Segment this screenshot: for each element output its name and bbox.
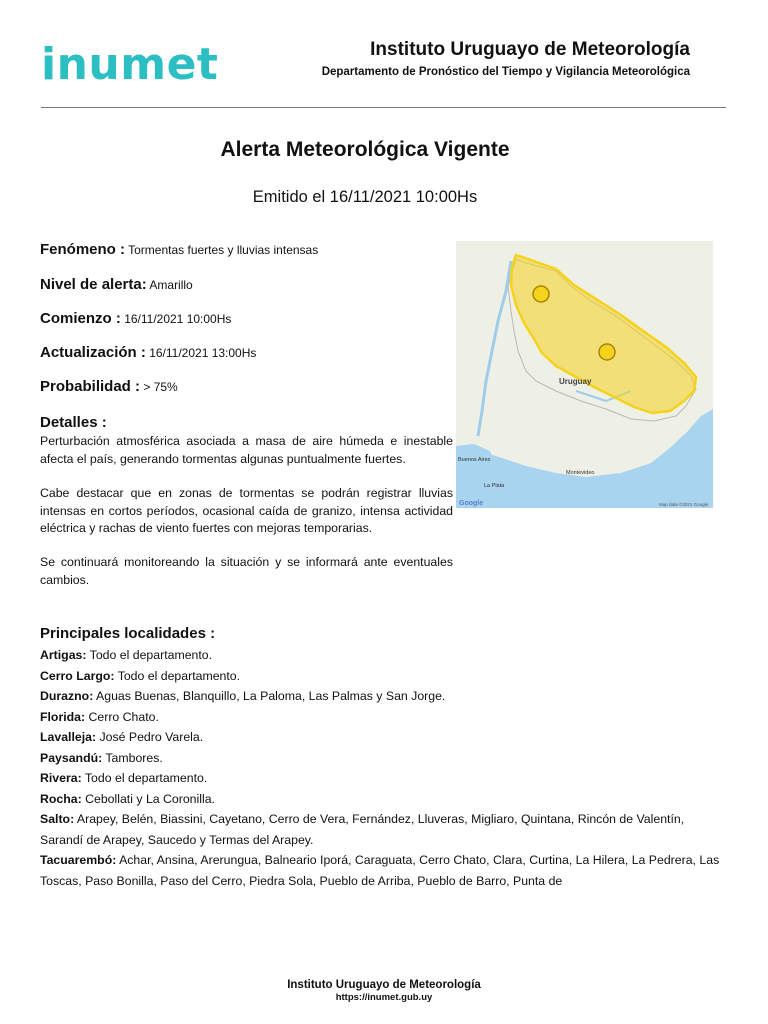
department-name: Paysandú: [40,750,103,765]
alert-level-label: Nivel de alerta: [40,276,147,293]
institute-title: Instituto Uruguayo de Meteorología [370,39,690,60]
list-item [40,748,730,769]
issued-date: Emitido el 16/11/2021 10:00Hs [252,188,478,206]
storm-warning-icon[interactable] [599,344,615,360]
alert-level-value: Amarillo [149,278,193,292]
list-item [40,850,730,891]
list-item [40,645,730,666]
update-label: Actualización : [40,344,146,361]
map-city-la-plata: La Plata [484,483,505,489]
department-name: Rivera: [40,771,82,785]
map-city-buenos-aires: Buenos Aires [458,457,491,463]
google-logo: Google [459,500,484,507]
map-attribution: Map data ©2021 Google [659,502,709,507]
probability-label: Probabilidad : [40,378,141,395]
start-field [40,310,231,328]
department-name: Salto: [40,812,75,826]
start-label: Comienzo : [40,310,121,327]
department-name: Artigas: [40,648,87,662]
department-name: Durazno: [40,689,94,703]
inumet-logo: inumet [41,39,219,90]
probability-field [40,378,178,396]
localities-text: Aguas Buenas, Blanquillo, La Paloma, Las Palmas y San Jorge. [96,689,446,703]
details-paragraph-3: Se continuará monitoreando la situación y se informará ante eventuales cambios. [40,555,453,587]
probability-value: > 75% [143,380,178,394]
details-title: Detalles : [40,414,107,431]
department-name: Lavalleja: [40,730,97,744]
footer-institute: Instituto Uruguayo de Meteorología [287,979,481,991]
localities-list [40,645,730,891]
localities-text: José Pedro Varela. [99,730,204,744]
header-divider [41,107,726,108]
list-item [40,809,730,850]
alert-map[interactable] [456,241,713,508]
department-name: Cerro Largo: [40,668,115,683]
list-item [40,768,730,789]
localities-text: Arapey, Belén, Biassini, Cayetano, Cerro de Vera, Fernández, Lluveras, Migliaro, Quintana, Rincón de Valentín, Sarandí de Arapey, Saucedo y Termas del Arapey. [40,812,685,847]
details-paragraph-1: Perturbación atmosférica asociada a masa de aire húmeda e inestable afecta el país, generando tormentas algunas puntualmente fuertes. [40,434,453,466]
department-name: Rocha: [40,791,82,806]
localities-title: Principales localidades : [40,625,216,642]
alert-level-field [40,276,193,294]
localities-text: Todo el departamento. [117,668,241,683]
department-name: Florida: [40,709,86,724]
localities-text: Tambores. [105,750,163,765]
update-value: 16/11/2021 13:00Hs [149,346,257,360]
phenomenon-label: Fenómeno : [40,241,125,258]
storm-warning-icon[interactable] [533,286,549,302]
start-value: 16/11/2021 10:00Hs [124,312,232,326]
list-item [40,707,730,728]
department-name: Tacuarembó: [40,853,117,867]
localities-text: Cebollati y La Coronilla. [85,791,215,806]
list-item [40,727,730,748]
map-country-label: Uruguay [559,377,592,386]
localities-text: Todo el departamento. [89,648,213,662]
localities-text: Todo el departamento. [84,771,208,785]
list-item [40,666,730,687]
phenomenon-value: Tormentas fuertes y lluvias intensas [128,243,319,257]
details-paragraph-2: Cabe destacar que en zonas de tormentas se podrán registrar lluvias intensas en cortos períodos, ocasional caída de granizo, intensa actividad eléctrica y rachas de viento fuertes con mejoras temporarias. [40,486,453,535]
department-subtitle: Departamento de Pronóstico del Tiempo y Vigilancia Meteorológica [321,66,690,78]
map-city-montevideo: Montevideo [566,470,595,476]
localities-text: Achar, Ansina, Arerungua, Balneario Iporá, Caraguata, Cerro Chato, Clara, Curtina, La Hilera, La Pedrera, Las Toscas, Paso Bonilla, Paso del Cerro, Piedra Sola, Pueblo de Arriba, Pueblo de Barro, Punta de [40,853,720,888]
localities-text: Cerro Chato. [88,709,159,724]
list-item [40,789,730,810]
phenomenon-field [40,241,318,259]
list-item [40,686,730,707]
footer-url-link[interactable]: https://inumet.gub.uy [335,992,433,1003]
update-field [40,344,256,362]
alert-title: Alerta Meteorológica Vigente [220,138,510,161]
